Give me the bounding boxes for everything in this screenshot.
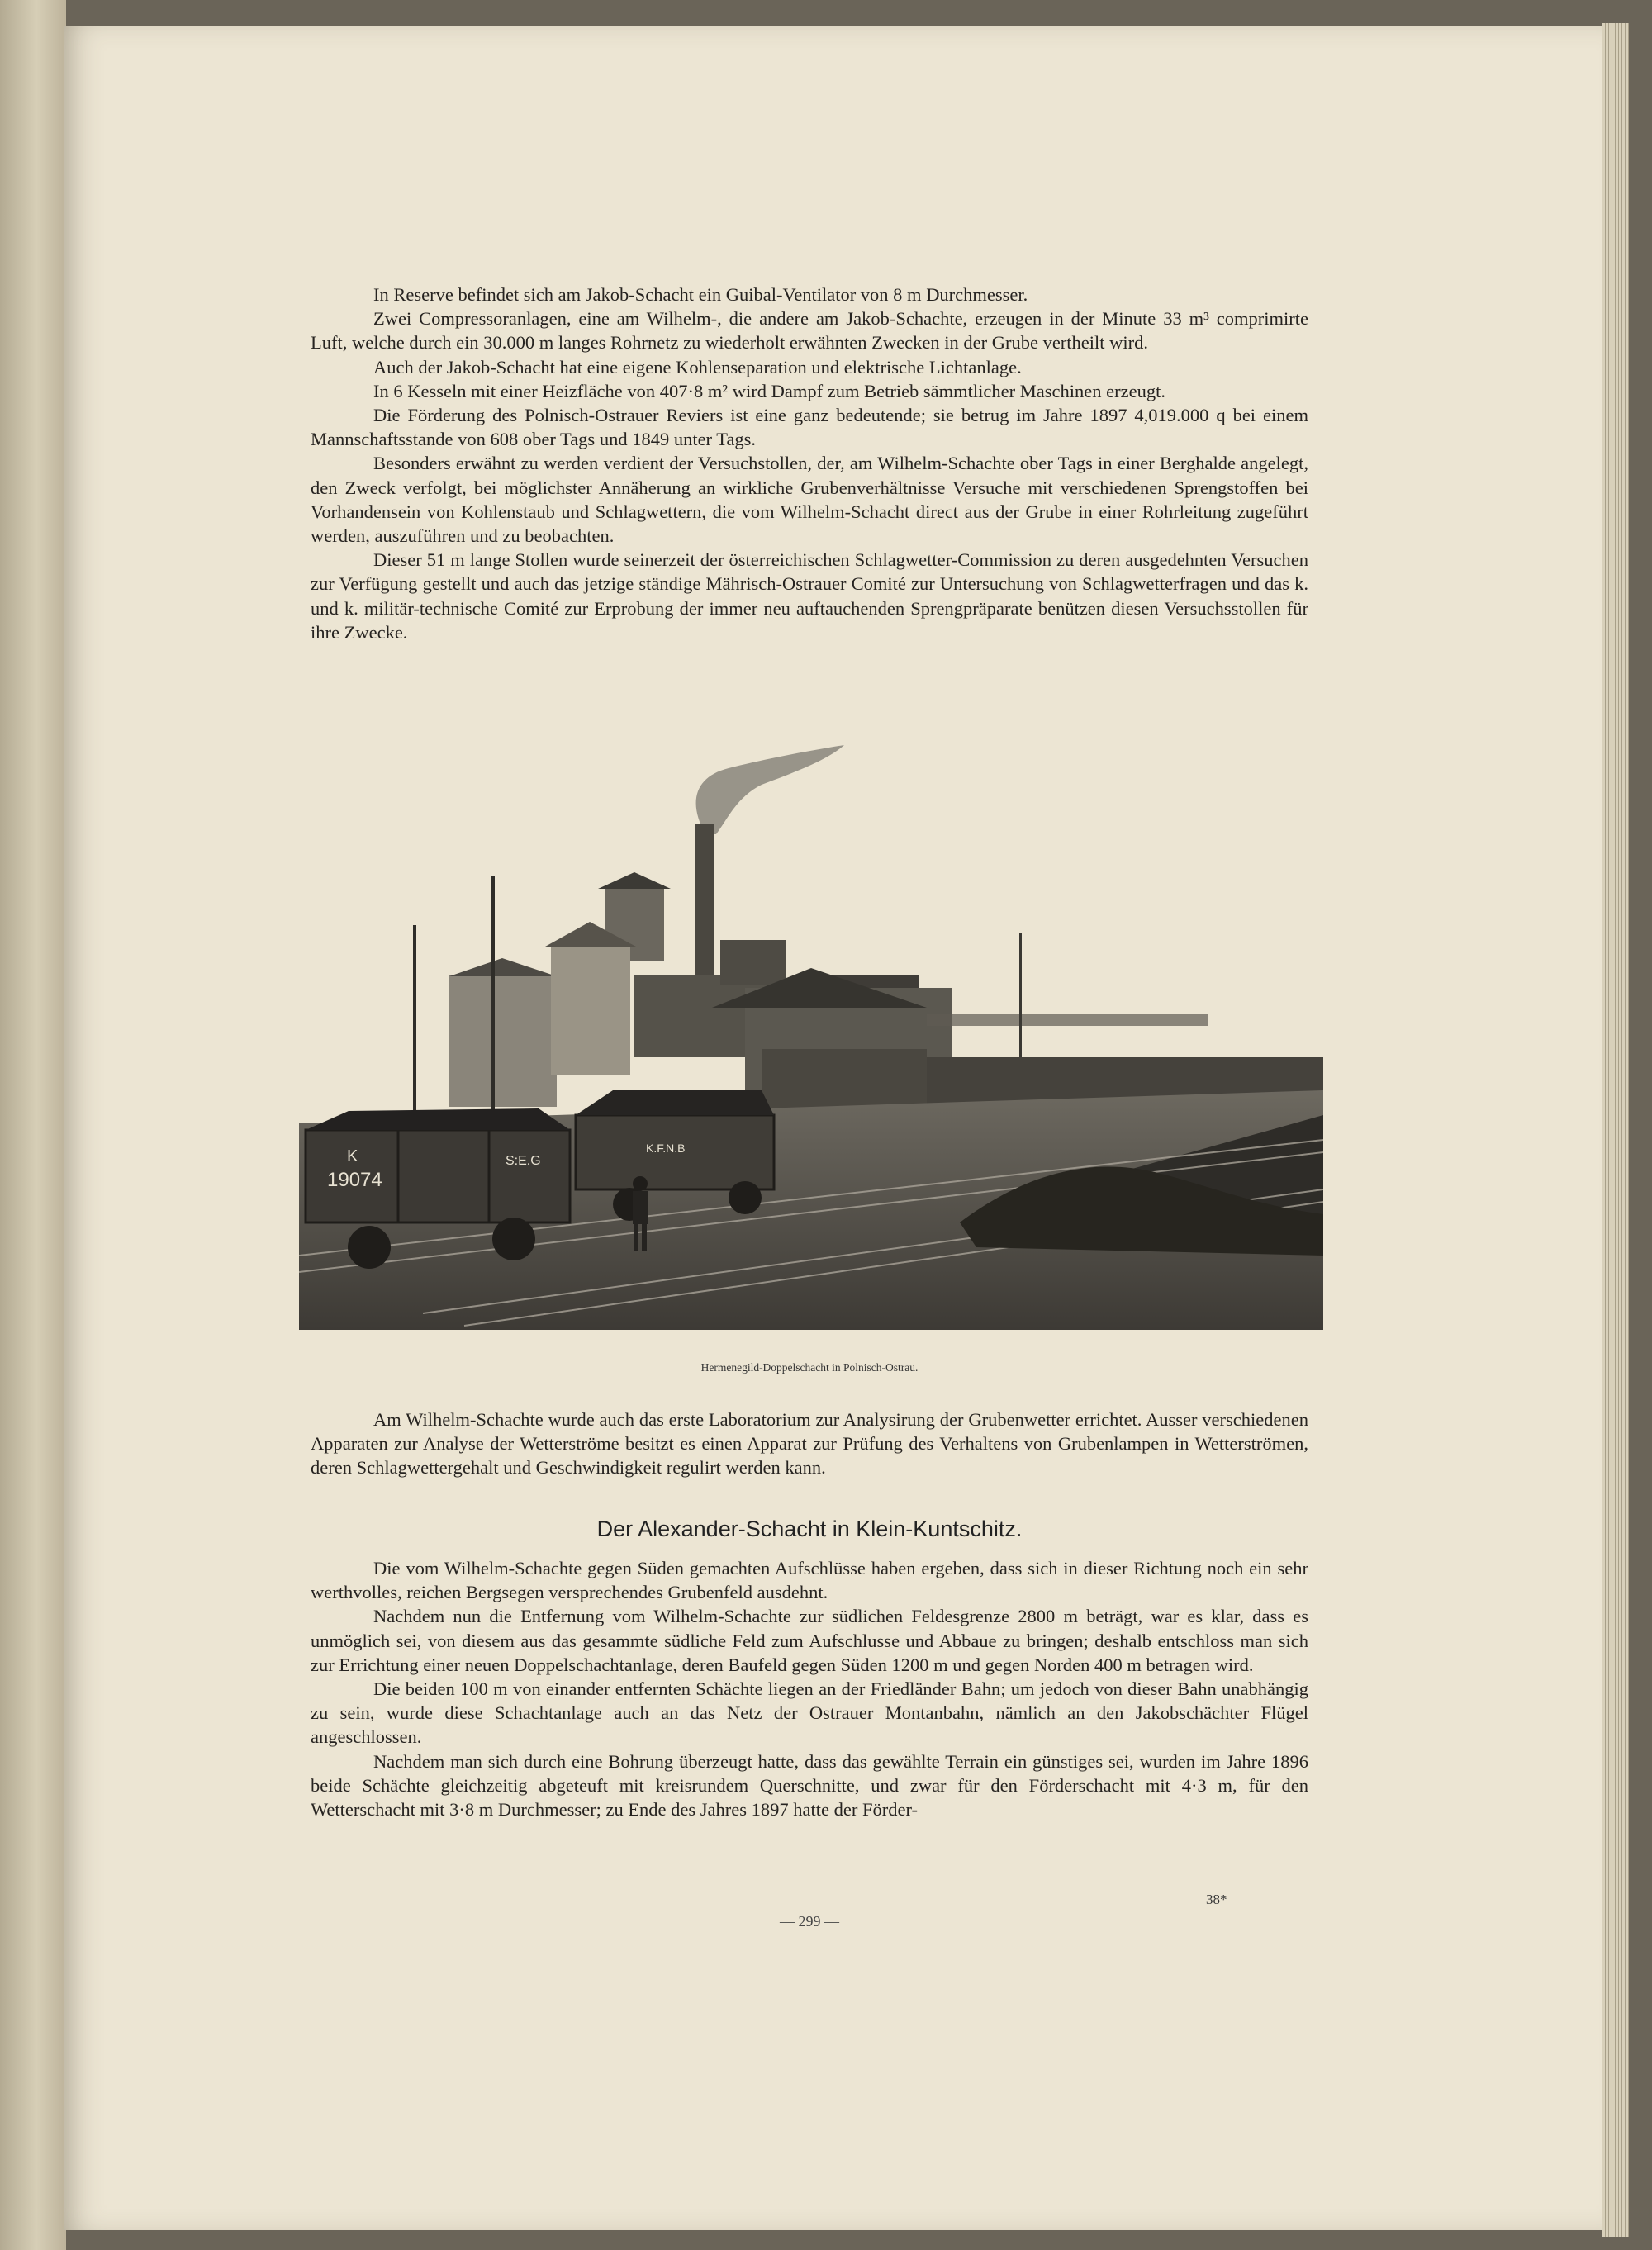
headframe xyxy=(720,940,786,985)
paragraph: In Reserve befindet sich am Jakob-Schacht ein Guibal-Ventilator von 8 m Durchmesser. xyxy=(373,284,1028,305)
left-page-edge xyxy=(0,0,66,2250)
chimney xyxy=(695,824,714,981)
paragraph: Die beiden 100 m von einander entfernten Schächte liegen an der Friedländer Bahn; um jedoch von dieser Bahn unabhängig zu sein, wurde diese Schachtanlage auch an das Netz der Ostrauer Montanbahn, nämlich an den Jakobschächter Flügel angeschlossen. xyxy=(311,1678,1308,1748)
wagon-right-code: K.F.N.B xyxy=(646,1142,686,1155)
wagon-left-code: S:E.G xyxy=(506,1154,541,1168)
section-heading: Der Alexander-Schacht in Klein-Kuntschitz. xyxy=(596,1517,1023,1541)
paragraph: Zwei Compressoranlagen, eine am Wilhelm-, die andere am Jakob-Schachte, erzeugen in der Minute 33 m³ comprimirte Luft, welche durch ein 30.000 m langes Rohrnetz zu wiederholt erwähnten Zwecken in der Grube vertheilt wird. xyxy=(311,308,1308,354)
lamp-pole xyxy=(491,876,495,1123)
paragraph: Nachdem nun die Entfernung vom Wilhelm-Schachte zur südlichen Feldesgrenze 2800 m beträgt, war es klar, dass es unmöglich sei, von diesem aus das gesammte südliche Feld zum Aufschlusse und Abbaue zu bringen; deshalb entschloss man sich zur Errichtung einer neuen Doppelschachtanlage, deren Baufeld gegen Süden 1200 m und gegen Norden 400 m betragen wird. xyxy=(311,1606,1308,1675)
wagon-left-number: 19074 xyxy=(327,1169,382,1191)
paragraph: In 6 Kesseln mit einer Heizfläche von 407·8 m² wird Dampf zum Betrieb sämmtlicher Maschinen erzeugt. xyxy=(373,380,1165,401)
mine-photograph xyxy=(299,727,1323,1330)
figure-caption: Hermenegild-Doppelschacht in Polnisch-Ostrau. xyxy=(700,1361,919,1374)
paragraph: Dieser 51 m lange Stollen wurde seinerzeit der österreichischen Schlagwetter-Commission zu deren ausgedehnten Versuchen zur Verfügung gestellt und auch das jetzige ständige Mährisch-Ostrauer Comité zur Untersuchung von Schlagwetterfragen und das k. und k. militär-technische Comité zur Erprobung der immer neu auftauchenden Sprengpräparate benützen diesen Versuchsstollen für ihre Zwecke. xyxy=(311,549,1308,643)
body-text-mid xyxy=(311,1407,1308,1480)
paragraph: Die Förderung des Polnisch-Ostrauer Reviers ist eine ganz bedeutende; sie betrug im Jahre 1897 4,019.000 q bei einem Mannschaftsstande von 608 ober Tags und 1849 unter Tags. xyxy=(311,405,1308,450)
paragraph: Nachdem man sich durch eine Bohrung überzeugt hatte, dass das gewählte Terrain ein günstiges sei, wurden im Jahre 1896 beide Schächte gleichzeitig abgeteuft mit kreisrundem Querschnitte, und zwar für den Förderschacht mit 4·3 m, für den Wetterschacht mit 3·8 m Durchmesser; zu Ende des Jahres 1897 hatte der Förder- xyxy=(311,1750,1308,1820)
paragraph: Auch der Jakob-Schacht hat eine eigene Kohlenseparation und elektrische Lichtanlage. xyxy=(373,356,1022,377)
wagon-left-mark: K xyxy=(347,1147,358,1165)
smoke-plume xyxy=(696,745,844,834)
signature-mark: 38* xyxy=(1206,1892,1227,1907)
page-number: — 299 — xyxy=(780,1913,839,1930)
paragraph: Besonders erwähnt zu werden verdient der Versuchstollen, der, am Wilhelm-Schachte ober Tags in einer Berghalde angelegt, den Zweck verfolgt, bei möglichster Annäherung an wirkliche Grubenverhältnisse Versuche mit verschiedenen Sprengstoffen bei Vorhandensein von Kohlenstaub und Schlagwettern, die vom Wilhelm-Schacht direct aus der Grube in einer Rohrleitung zugeführt werden, auszuführen und zu beobachten. xyxy=(311,453,1308,547)
brick-building xyxy=(551,943,630,1075)
paragraph: Am Wilhelm-Schachte wurde auch das erste Laboratorium zur Analysirung der Grubenwetter errichtet. Ausser verschiedenen Apparaten zur Analyse der Wetterströme besitzt es einen Apparat zur Prüfung des Verhaltens von Grubenlampen in Wetterströmen, deren Schlagwettergehalt und Geschwindigkeit regulirt werden kann. xyxy=(311,1409,1308,1479)
body-text-bottom xyxy=(311,1556,1308,1821)
body-text-top xyxy=(311,282,1308,644)
page-edges xyxy=(1602,23,1629,2237)
paragraph: Die vom Wilhelm-Schachte gegen Süden gemachten Aufschlüsse haben ergeben, dass sich in dieser Richtung noch ein sehr werthvolles, reichen Bergsegen versprechendes Grubenfeld ausdehnt. xyxy=(311,1558,1308,1603)
